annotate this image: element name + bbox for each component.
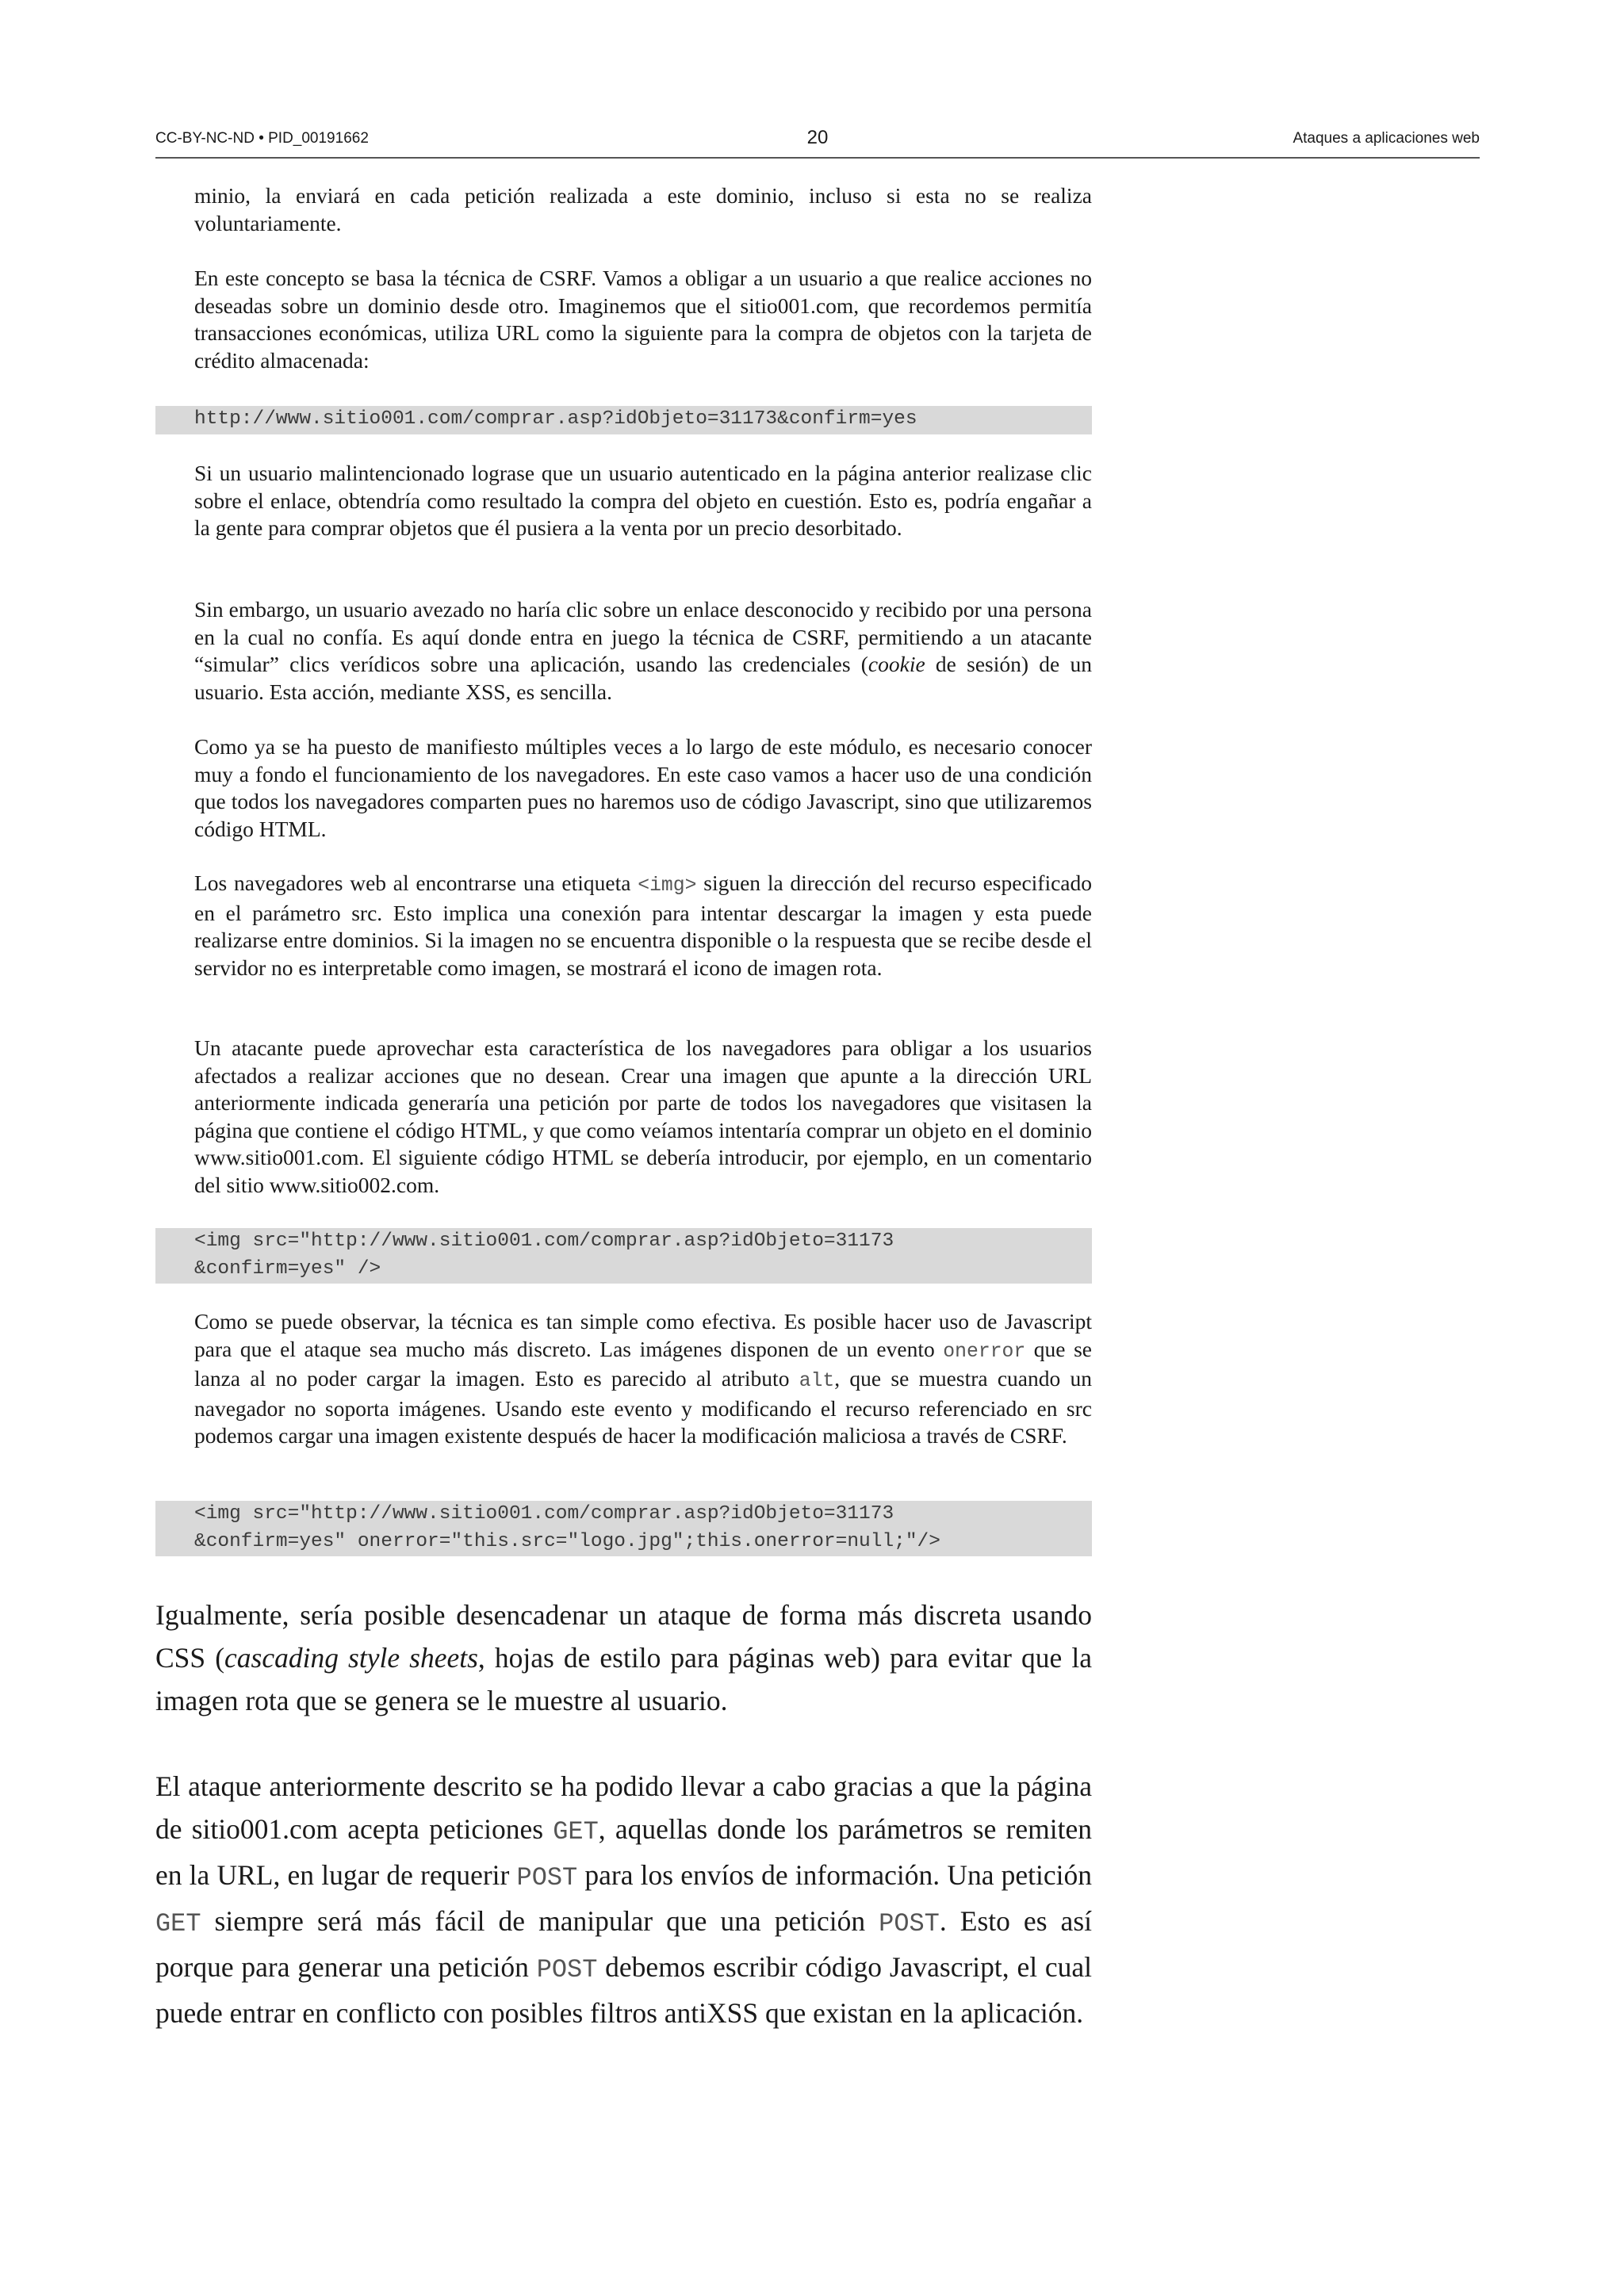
paragraph-7: Un atacante puede aprovechar esta característica de los navegadores para obligar a los usuarios afectados a realizar acciones que no desean. Crear una imagen que apunte a la dirección URL anteriormente indicada generaría una petición por parte de todos los navegadores que visitasen la página que contiene el código HTML, y que como veíamos intentaría comprar un objeto en el dominio www.sitio001.com. El siguiente código HTML se debería introducir, por ejemplo, en un comentario del sitio www.sitio002.com. [194,1035,1092,1197]
code-block-1-text: http://www.sitio001.com/comprar.asp?idObjeto=31173&confirm=yes [194,408,917,430]
paragraph-9-text-a: Igualmente, sería posible desencadenar un ataque de forma más discreta usando CSS ( [155,1599,1092,1674]
paragraph-10-text-d: siempre será más fácil de manipular que una petición [201,1905,879,1937]
paragraph-8 [194,1308,1092,1450]
header-license: CC-BY-NC-ND • PID_00191662 [155,130,369,147]
alt-code: alt [799,1370,835,1393]
get-code-1: GET [553,1817,599,1846]
paragraph-4-italic: cookie [868,652,925,677]
paragraph-3: Si un usuario malintencionado lograse que un usuario autenticado en la página anterior realizase clic sobre el enlace, obtendría como resultado la compra del objeto en cuestión. Esto es, podría engañar a la gente para comprar objetos que él pusiera a la venta por un precio desorbitado. [194,461,1092,541]
code-block-3-text: <img src="http://www.sitio001.com/comprar.asp?idObjeto=31173 &confirm=yes" onerror="this.src="logo.jpg";this.onerror=null;"/> [194,1503,940,1552]
paragraph-8-text-b: que se lanza al no poder cargar la imagen. Esto es parecido al atributo [194,1336,1092,1391]
paragraph-2: En este concepto se basa la técnica de CSRF. Vamos a obligar a un usuario a que realice acciones no deseadas sobre un dominio desde otro. Imaginemos que el sitio001.com, que recordemos permitía transacciones económicas, utiliza URL como la siguiente para la compra de objetos con la tarjeta de crédito almacenada: [194,266,1092,373]
paragraph-9 [155,1594,1092,1722]
paragraph-4 [194,596,1092,706]
header-title: Ataques a aplicaciones web [1293,130,1480,147]
paragraph-5: Como ya se ha puesto de manifiesto múltiples veces a lo largo de este módulo, es necesario conocer muy a fondo el funcionamiento de los navegadores. En este caso vamos a hacer uso de una condición que todos los navegadores comparten pues no haremos uso de código Javascript, sino que utilizaremos código HTML. [194,734,1092,841]
code-block-2-text: <img src="http://www.sitio001.com/comprar.asp?idObjeto=31173 &confirm=yes" /> [194,1230,894,1280]
post-code-3: POST [536,1955,598,1984]
paragraph-1: minio, la enviará en cada petición realizada a este dominio, incluso si esta no se realiza voluntariamente. [194,183,1092,235]
paragraph-4-text-b: de sesión) de un usuario. Esta acción, mediante XSS, es sencilla. [194,652,1092,704]
post-code-1: POST [516,1863,578,1892]
code-block-2 [155,1228,1092,1284]
code-block-3 [155,1501,1092,1556]
paragraph-10-text-f: debemos escribir código Javascript, el cual puede entrar en conflicto con posibles filtros antiXSS que existan en la aplicación. [155,1951,1093,2029]
paragraph-10-text-c: para los envíos de información. Una petición [577,1859,1092,1891]
paragraph-6 [194,870,1092,982]
get-code-2: GET [155,1909,201,1938]
img-tag-code: <img> [638,874,697,897]
paragraph-6-text-a: Los navegadores web al encontrarse una etiqueta [194,871,638,895]
code-block-1 [155,406,1092,434]
paragraph-10-text-b: , aquellas donde los parámetros se remiten en la URL, en lugar de requerir [155,1813,1092,1891]
paragraph-6-text-b: siguen la dirección del recurso especificado en el parámetro src. Esto implica una conexión para intentar descargar la imagen y esta puede realizarse entre dominios. Si la imagen no se encuentra disponible o la respuesta que se recibe desde el servidor no es interpretable como imagen, se mostrará el icono de imagen rota. [194,871,1092,980]
paragraph-8-text-c: , que se muestra cuando un navegador no soporta imágenes. Usando este evento y modificando el recurso referenciado en src podemos cargar una imagen existente después de hacer la modificación maliciosa a través de CSRF. [194,1366,1093,1448]
paragraph-10-text-e: . Esto es así porque para generar una petición [155,1905,1092,1983]
post-code-2: POST [879,1909,940,1938]
onerror-code: onerror [943,1340,1026,1363]
paragraph-9-italic: cascading style sheets [224,1642,478,1674]
paragraph-9-text-b: , hojas de estilo para páginas web) para evitar que la imagen rota que se genera se le muestre al usuario. [155,1642,1092,1716]
page-header [155,127,1480,159]
paragraph-8-text-a: Como se puede observar, la técnica es tan simple como efectiva. Es posible hacer uso de Javascript para que el ataque sea mucho más discreto. Las imágenes disponen de un evento [194,1309,1092,1361]
paragraph-10-text-a: El ataque anteriormente descrito se ha podido llevar a cabo gracias a que la página de sitio001.com acepta peticiones [155,1770,1092,1845]
paragraph-10 [155,1765,1092,2034]
paragraph-4-text-a: Sin embargo, un usuario avezado no haría clic sobre un enlace desconocido y recibido por una persona en la cual no confía. Es aquí donde entra en juego la técnica de CSRF, permitiendo a un atacante “simular” clics verídicos sobre una aplicación, usando las credenciales ( [194,597,1092,677]
page-number: 20 [806,127,829,148]
